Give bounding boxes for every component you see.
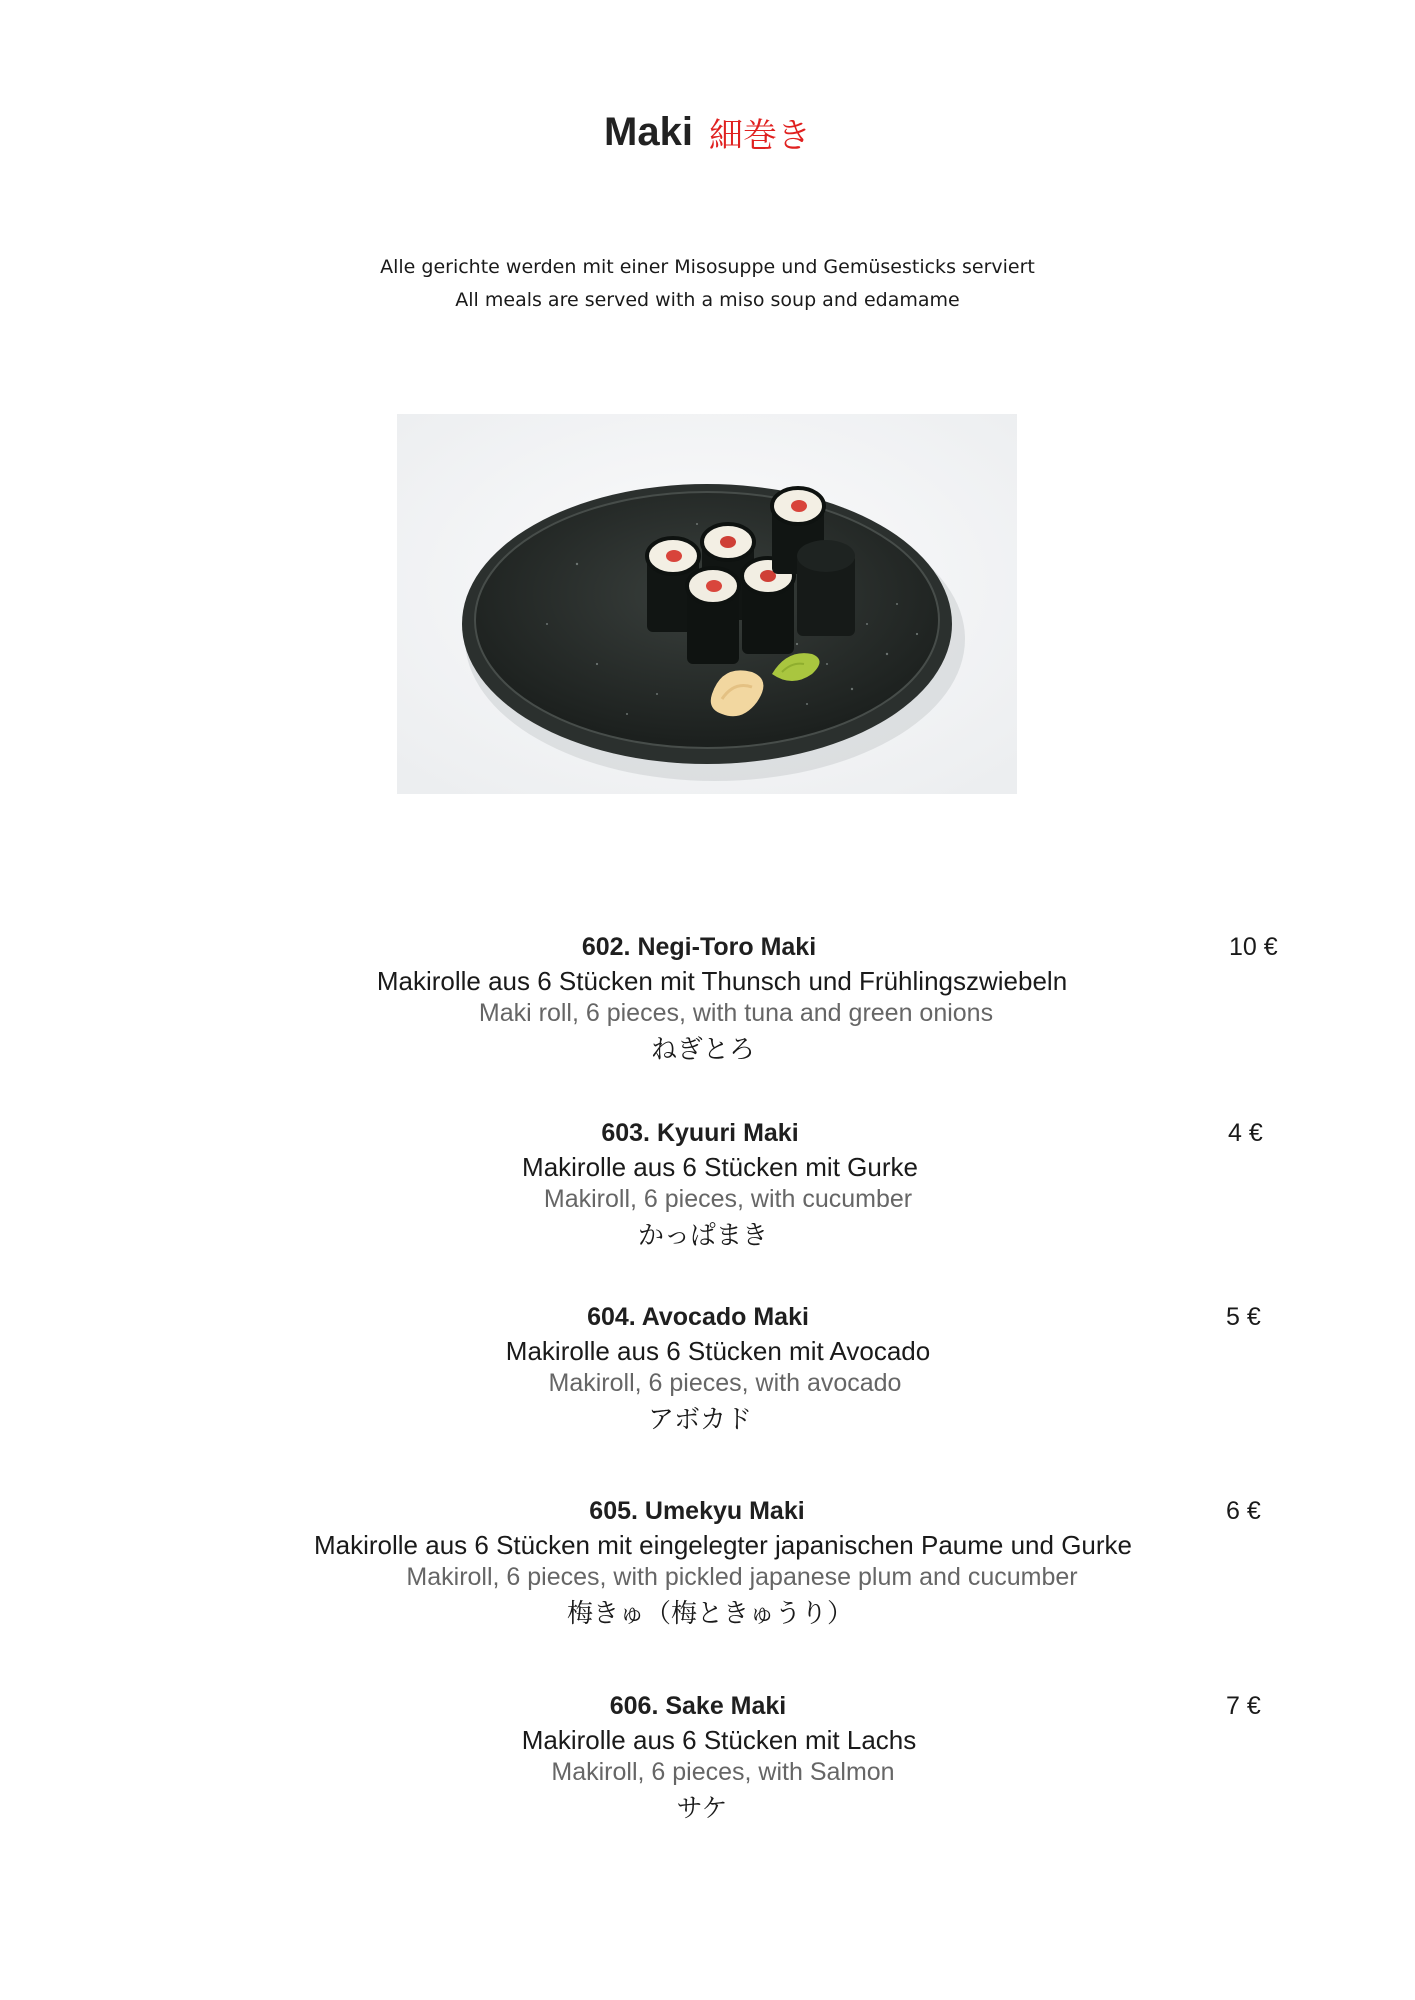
menu-item-description-english: Makiroll, 6 pieces, with Salmon bbox=[551, 1758, 895, 1786]
menu-item-description-english: Makiroll, 6 pieces, with cucumber bbox=[543, 1185, 913, 1213]
menu-item-description-german: Makirolle aus 6 Stücken mit Thunsch und Frühlingszwiebeln bbox=[376, 966, 1068, 996]
subtitle-english: All meals are served with a miso soup and edamame bbox=[455, 289, 960, 311]
menu-item-description-english: Makiroll, 6 pieces, with avocado bbox=[548, 1369, 902, 1397]
menu-item-description-german: Makirolle aus 6 Stücken mit Gurke bbox=[522, 1152, 918, 1182]
page-title-japanese: 細巻き bbox=[708, 117, 811, 155]
menu-item-description-english: Maki roll, 6 pieces, with tuna and green onions bbox=[478, 999, 994, 1027]
menu-item-description-german: Makirolle aus 6 Stücken mit Lachs bbox=[521, 1725, 917, 1755]
menu-item-price: 6 € bbox=[1226, 1497, 1261, 1525]
page-title: Maki bbox=[604, 110, 693, 154]
menu-item-description-german: Makirolle aus 6 Stücken mit eingelegter japanischen Paume und Gurke bbox=[313, 1530, 1133, 1560]
menu-item-price: 5 € bbox=[1226, 1303, 1261, 1331]
menu-item-description-japanese: かっぱまき bbox=[637, 1220, 769, 1250]
menu-item-description-japanese: ねぎとろ bbox=[650, 1034, 756, 1064]
menu-item-name: 605. Umekyu Maki bbox=[589, 1497, 805, 1525]
menu-item-price: 10 € bbox=[1229, 933, 1278, 961]
menu-item-description-japanese: 梅きゅ（梅ときゅうり） bbox=[566, 1598, 854, 1628]
menu-item-description-japanese: サケ bbox=[676, 1793, 728, 1823]
menu-item-description-english: Makiroll, 6 pieces, with pickled japanese plum and cucumber bbox=[406, 1563, 1078, 1591]
maki-plate-photo bbox=[397, 414, 1017, 794]
menu-item-description-japanese: アボカド bbox=[647, 1404, 753, 1434]
menu-item-name: 603. Kyuuri Maki bbox=[601, 1119, 799, 1147]
menu-item-name: 604. Avocado Maki bbox=[587, 1303, 809, 1331]
page-header bbox=[0, 108, 1415, 157]
menu-item-price: 7 € bbox=[1226, 1692, 1261, 1720]
subtitle-german: Alle gerichte werden mit einer Misosuppe und Gemüsesticks serviert bbox=[380, 256, 1035, 278]
menu-item-description-german: Makirolle aus 6 Stücken mit Avocado bbox=[505, 1336, 931, 1366]
menu-item-price: 4 € bbox=[1228, 1119, 1263, 1147]
menu-item-name: 602. Negi-Toro Maki bbox=[581, 933, 817, 961]
menu-item-name: 606. Sake Maki bbox=[609, 1692, 787, 1720]
